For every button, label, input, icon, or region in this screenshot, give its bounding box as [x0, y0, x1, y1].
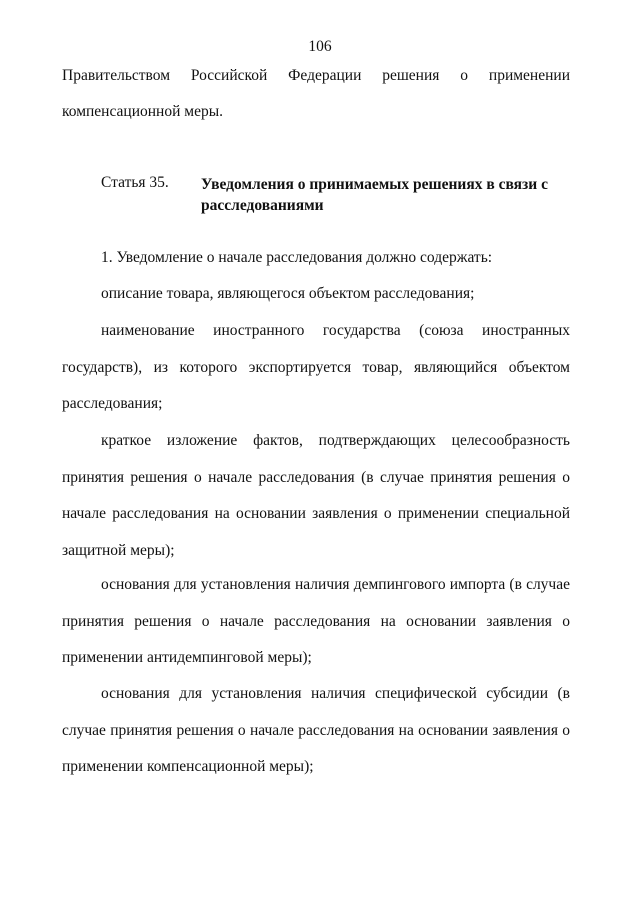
- page-number: 106: [308, 38, 332, 55]
- paragraph-3: наименование иностранного государства (союза иностранных государств), из которого экспортируется товар, являющийся объектом расследования;: [62, 322, 570, 412]
- paragraph-5: основания для установления наличия демпингового импорта (в случае принятия решения о начале расследования на основании заявления о применении антидемпинговой меры);: [62, 576, 570, 666]
- paragraph-1: 1. Уведомление о начале расследования должно содержать:: [101, 249, 493, 266]
- intro-line-2: компенсационной меры.: [62, 103, 224, 120]
- paragraph-2: описание товара, являющегося объектом расследования;: [101, 285, 475, 302]
- paragraph-4: краткое изложение фактов, подтверждающих целесообразность принятия решения о начале расследования (в случае принятия решения о начале расследования на основании заявления о применении специальной защитной меры);: [62, 432, 570, 559]
- paragraph-6: основания для установления наличия специфической субсидии (в случае принятия решения о начале расследования на основании заявления о применении компенсационной меры);: [62, 685, 570, 775]
- intro-line-1: Правительством Российской Федерации решения о применении: [62, 67, 570, 84]
- article-number: Статья 35.: [101, 174, 169, 191]
- article-title: Уведомления о принимаемых решениях в связи с расследованиями: [201, 176, 548, 214]
